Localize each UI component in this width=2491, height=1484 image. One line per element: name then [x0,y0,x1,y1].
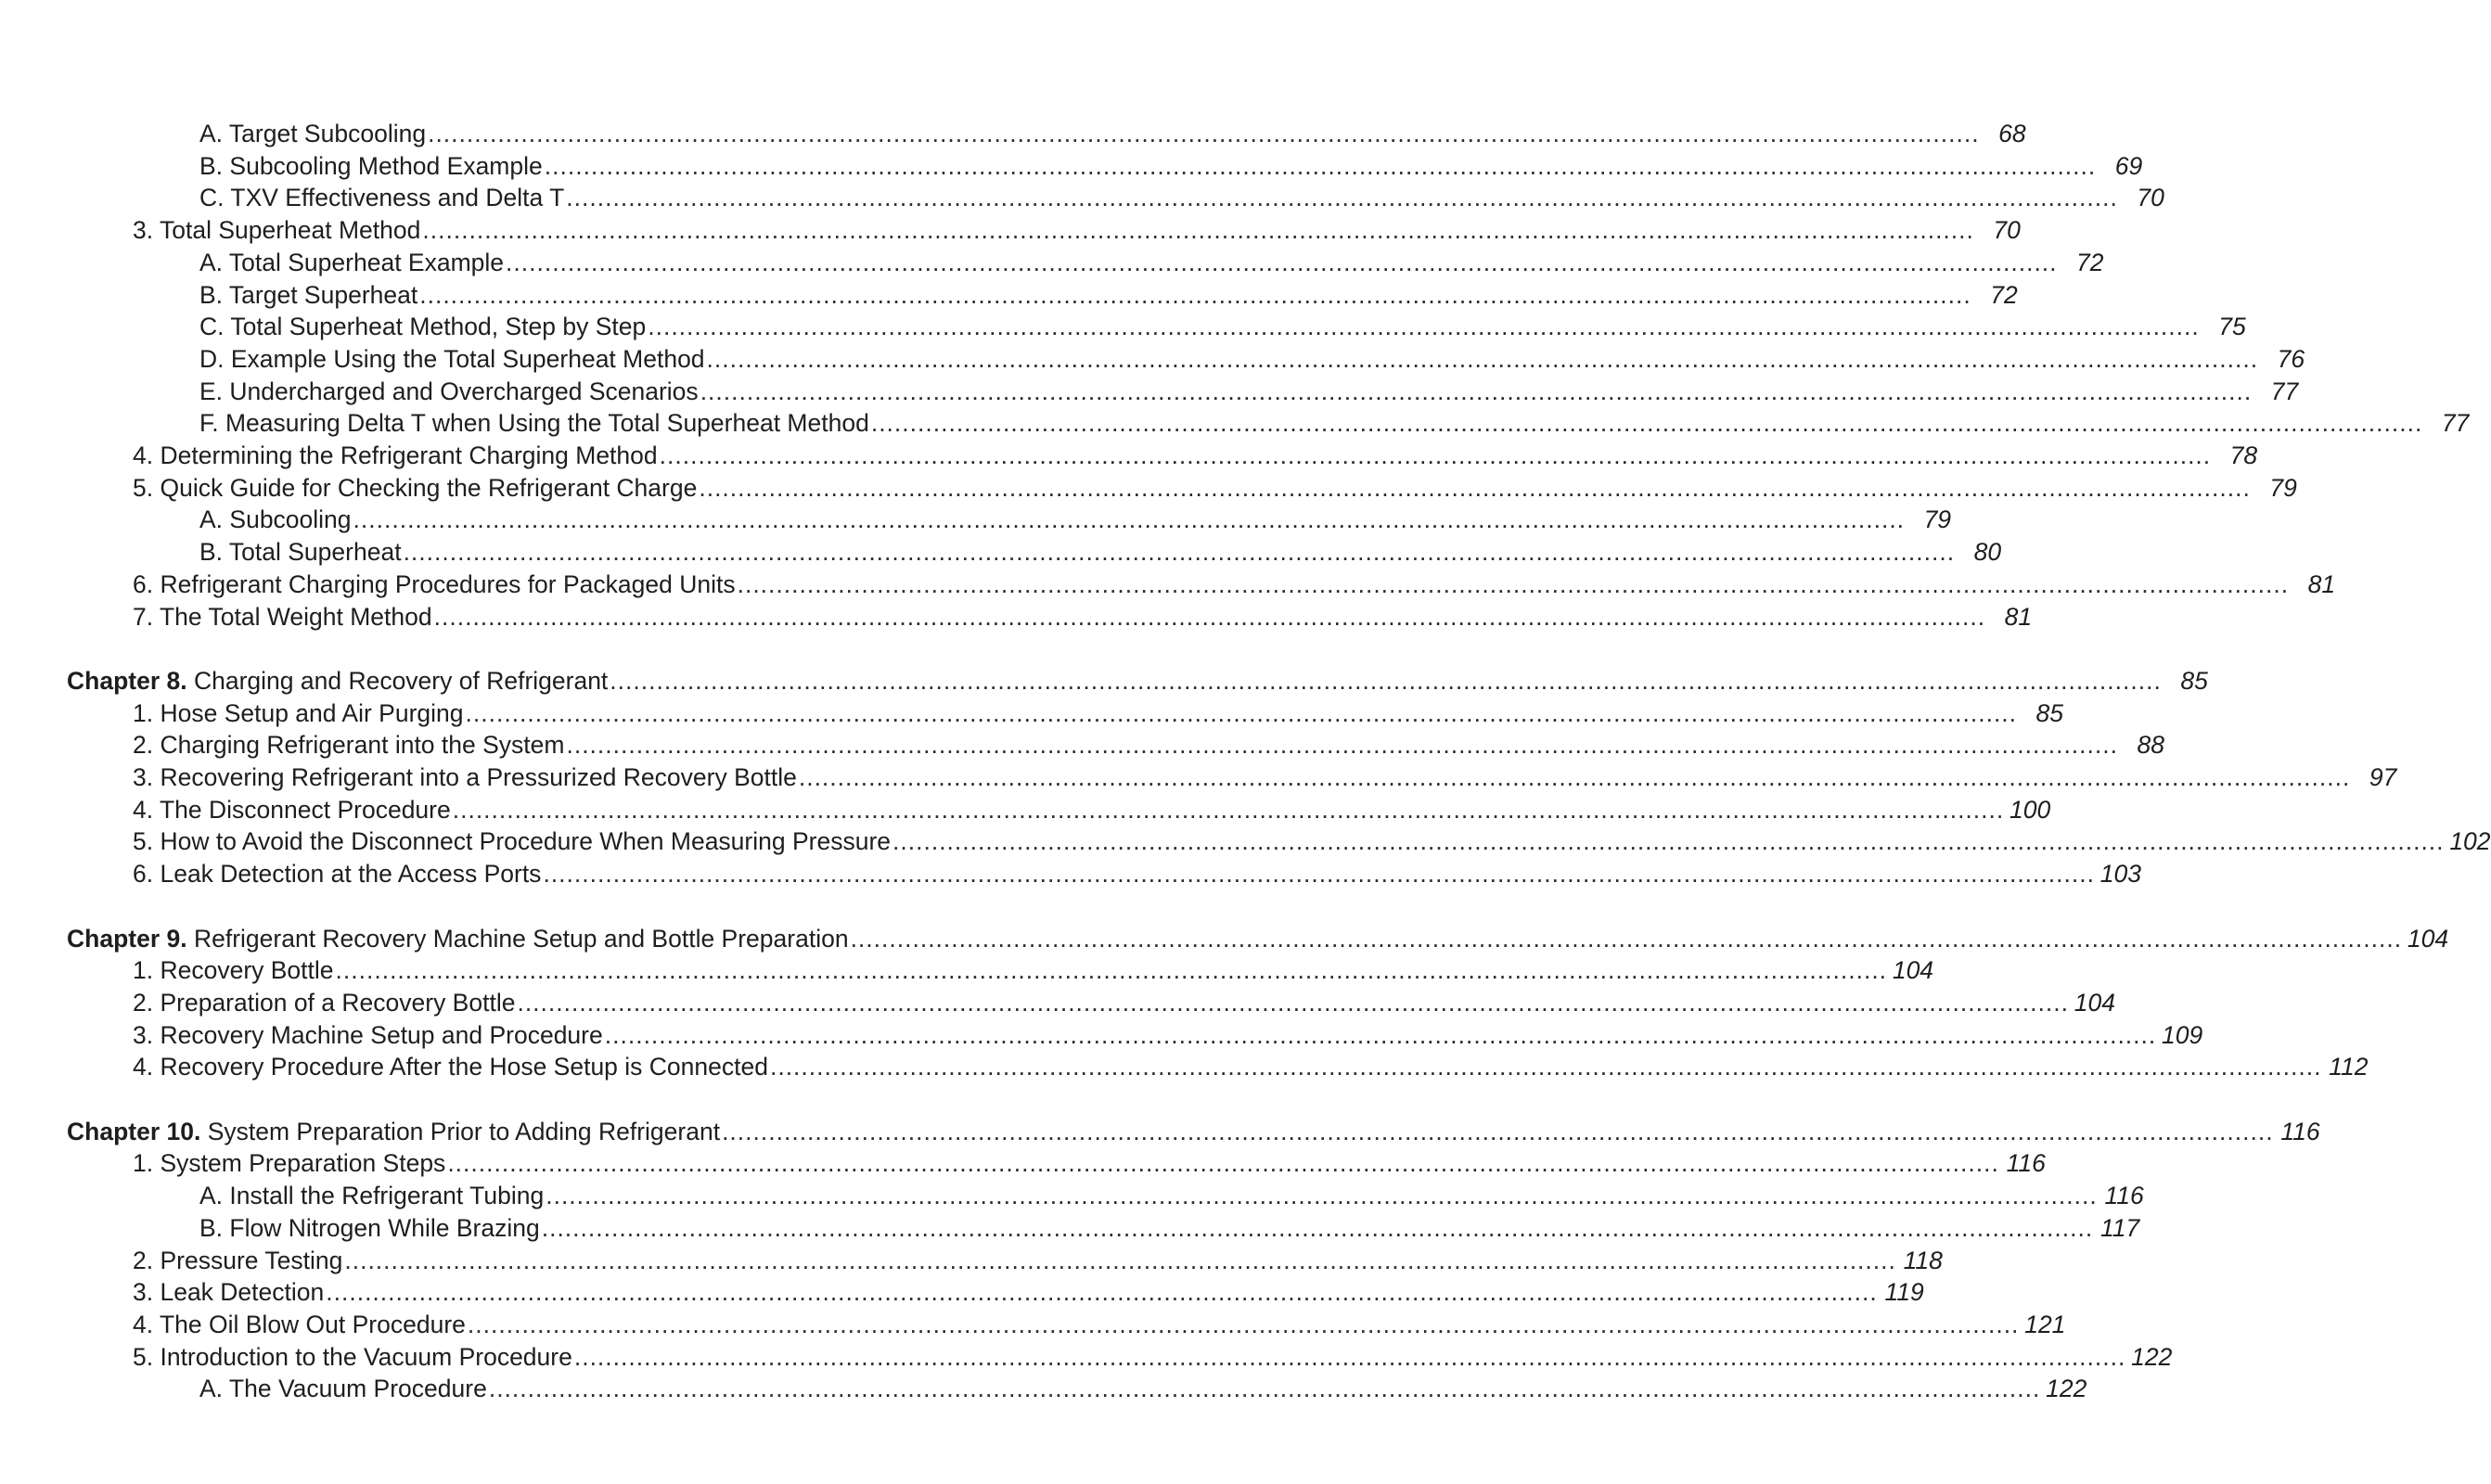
toc-entry[interactable] [199,279,2018,311]
toc-entry-label [133,1276,324,1308]
toc-entry-title: 4. Recovery Procedure After the Hose Setup is Connected [133,1053,768,1081]
toc-entry[interactable] [199,1373,2087,1404]
toc-page-number: 104 [2407,924,2449,953]
toc-entry-label [133,858,541,889]
toc-entry-title: B. Flow Nitrogen While Brazing [199,1213,540,1242]
dot-leader: ........................................................................................................................................................................................................ [850,924,2403,953]
toc-entry-label [67,665,608,697]
toc-entry[interactable] [199,247,2104,278]
dot-leader: ........................................................................................................................................................................................................ [353,505,1906,534]
toc-entry-title: B. Subcooling Method Example [199,151,543,180]
toc-entry-label [199,279,417,311]
dot-leader: ........................................................................................................................................................................................................ [722,1117,2274,1145]
toc-entry-label [133,1309,466,1340]
toc-entry[interactable] [133,1341,2173,1373]
toc-page-number: 109 [2162,1020,2203,1049]
toc-page-number: 78 [2229,441,2258,469]
toc-entry-title: 3. Recovery Machine Setup and Procedure [133,1020,603,1049]
toc-entry-title: 1. Hose Setup and Air Purging [133,698,464,727]
dot-leader: ........................................................................................................................................................................................................ [870,409,2423,438]
toc-entry[interactable] [199,182,2164,213]
toc-page-number: 70 [2137,184,2164,212]
toc-entry-title: 2. Preparation of a Recovery Bottle [133,988,516,1017]
toc-entry[interactable] [199,311,2246,342]
toc-page-number: 117 [2099,1213,2140,1242]
toc-entry[interactable] [133,729,2164,761]
toc-page-number: 122 [2046,1375,2087,1403]
toc-entry-label [133,1147,445,1179]
toc-page-number: 122 [2131,1342,2173,1371]
toc-entry-title: 1. Recovery Bottle [133,956,334,985]
toc-page-number: 116 [2006,1149,2046,1178]
dot-leader: ........................................................................................................................................................................................................ [465,698,2018,727]
dot-leader: ........................................................................................................................................................................................................ [604,1020,2157,1049]
toc-entry-label [199,182,564,213]
toc-page-number: 70 [1993,216,2021,245]
toc-page-number: 104 [1892,956,1934,985]
toc-entry[interactable] [133,1245,1943,1276]
toc-page-number: 118 [1903,1246,1943,1274]
dot-leader: ........................................................................................................................................................................................................ [659,441,2212,469]
dot-leader: ........................................................................................................................................................................................................ [403,538,1956,567]
toc-entry-label [133,825,891,857]
toc-entry-title: A. Total Superheat Example [199,248,505,276]
toc-page-number: 121 [2024,1310,2066,1338]
toc-entry-label [199,150,543,182]
dot-leader: ........................................................................................................................................................................................................ [541,1213,2094,1242]
toc-entry-title: 6. Refrigerant Charging Procedures for Packaged Units [133,569,736,598]
toc-entry[interactable] [199,504,1952,535]
toc-page-number: 85 [2180,666,2208,695]
toc-entry[interactable] [199,118,2026,149]
toc-entry-label [133,1051,768,1082]
dot-leader: ........................................................................................................................................................................................................ [544,151,2097,180]
toc-entry[interactable] [133,794,2051,825]
toc-entry-title: A. Install the Refrigerant Tubing [199,1182,545,1210]
toc-entry[interactable] [133,858,2141,889]
dot-leader: ........................................................................................................................................................................................................ [506,248,2058,276]
dot-leader: ........................................................................................................................................................................................................ [335,956,1888,985]
dot-leader: ........................................................................................................................................................................................................ [610,666,2162,695]
toc-entry-title: C. TXV Effectiveness and Delta T [199,184,565,212]
dot-leader: ........................................................................................................................................................................................................ [706,344,2259,373]
toc-entry[interactable] [199,1180,2144,1211]
chapter-number: Chapter 8. [67,666,187,695]
dot-leader: ........................................................................................................................................................................................................ [798,763,2351,791]
toc-page-number: 72 [2076,248,2104,276]
toc-entry[interactable] [133,1147,2046,1179]
toc-entry-title: 1. System Preparation Steps [133,1149,446,1178]
toc-chapter-entry[interactable] [67,1116,2320,1147]
toc-entry-label [199,1180,544,1211]
toc-page-number: 112 [2329,1053,2369,1081]
toc-entry-label [199,504,352,535]
toc-entry-title: 5. Quick Guide for Checking the Refrigerant Charge [133,473,698,502]
dot-leader: ........................................................................................................................................................................................................ [892,827,2445,856]
toc-entry-title: A. The Vacuum Procedure [199,1375,487,1403]
dot-leader: ........................................................................................................................................................................................................ [344,1246,1896,1274]
toc-page-number: 75 [2218,313,2246,341]
dot-leader: ........................................................................................................................................................................................................ [517,988,2069,1017]
toc-entry-label [199,343,705,375]
toc-entry-label [199,311,646,342]
toc-entry-label [133,440,658,471]
toc-page-number: 103 [2099,860,2141,889]
dot-leader: ........................................................................................................................................................................................................ [566,184,2118,212]
toc-page-number: 119 [1884,1278,1924,1307]
toc-entry-label [133,697,464,729]
toc-entry-label [133,472,697,504]
toc-entry[interactable] [133,601,2033,633]
toc-page-number: 72 [1990,280,2018,309]
dot-leader: ........................................................................................................................................................................................................ [433,602,1986,631]
toc-entry-label [133,214,420,246]
toc-entry-title: A. Target Subcooling [199,120,427,147]
toc-entry-title: 4. The Disconnect Procedure [133,795,451,824]
toc-entry-label [199,376,699,407]
toc-entry-label [199,1373,487,1404]
toc-page-number: 116 [2104,1182,2144,1210]
toc-entry[interactable] [199,150,2143,182]
toc-entry-title: 4. The Oil Blow Out Procedure [133,1310,466,1338]
toc-entry-title: B. Target Superheat [199,280,418,309]
toc-page-number: 97 [2369,763,2397,791]
dot-leader: ........................................................................................................................................................................................................ [488,1375,2041,1403]
toc-entry-label [133,569,736,600]
toc-entry-label [133,729,564,761]
toc-entry-label [133,601,432,633]
toc-entry[interactable] [199,343,2305,375]
dot-leader: ........................................................................................................................................................................................................ [566,731,2118,760]
dot-leader: ........................................................................................................................................................................................................ [699,473,2251,502]
toc-entry-label [133,987,515,1018]
dot-leader: ........................................................................................................................................................................................................ [452,795,2005,824]
toc-entry-title: B. Total Superheat [199,538,402,567]
toc-entry-title: 2. Pressure Testing [133,1246,343,1274]
toc-page-number: 104 [2074,988,2115,1017]
toc-page-number: 79 [2269,473,2297,502]
dot-leader: ........................................................................................................................................................................................................ [428,120,1980,147]
dot-leader: ........................................................................................................................................................................................................ [422,216,1974,245]
toc-entry[interactable] [133,1019,2203,1051]
toc-entry-title: Refrigerant Recovery Machine Setup and Bottle Preparation [193,924,849,953]
dot-leader: ........................................................................................................................................................................................................ [467,1310,2020,1338]
toc-entry-label [133,1245,342,1276]
dot-leader: ........................................................................................................................................................................................................ [769,1053,2322,1081]
toc-entry-title: F. Measuring Delta T when Using the Total Superheat Method [199,409,869,438]
toc-page-number: 85 [2035,698,2064,727]
toc-entry-label [199,407,869,439]
toc-entry[interactable] [133,1276,1924,1308]
toc-entry[interactable] [133,1051,2369,1082]
chapter-number: Chapter 10. [67,1117,201,1145]
toc-entry[interactable] [199,376,2299,407]
toc-entry[interactable] [133,825,2491,857]
toc-entry-label [133,954,334,986]
toc-page-number: 88 [2137,731,2164,760]
toc-page-number: 68 [1998,120,2026,147]
toc-entry[interactable] [133,697,2064,729]
toc-entry-title: 4. Determining the Refrigerant Charging Method [133,441,658,469]
dot-leader: ........................................................................................................................................................................................................ [737,569,2290,598]
dot-leader: ........................................................................................................................................................................................................ [419,280,1971,309]
toc-entry-title: 5. How to Avoid the Disconnect Procedure When Measuring Pressure [133,827,892,856]
toc-entry-label [199,536,402,568]
toc-entry[interactable] [133,472,2297,504]
dot-leader: ........................................................................................................................................................................................................ [543,860,2095,889]
dot-leader: ........................................................................................................................................................................................................ [447,1149,1999,1178]
toc-page-number: 77 [2270,377,2299,405]
dot-leader: ........................................................................................................................................................................................................ [573,1342,2126,1371]
toc-entry-title: A. Subcooling [199,505,352,534]
toc-page-number: 77 [2441,409,2470,438]
toc-entry-title: Charging and Recovery of Refrigerant [193,666,609,695]
toc-entry[interactable] [199,536,2002,568]
toc-page-number: 80 [1973,538,2002,567]
toc-entry-title: 3. Recovering Refrigerant into a Pressurized Recovery Bottle [133,763,797,791]
toc-entry-title: 6. Leak Detection at the Access Ports [133,860,542,889]
toc-entry[interactable] [199,407,2470,439]
toc-entry[interactable] [133,1309,2066,1340]
toc-entry-title: 5. Introduction to the Vacuum Procedure [133,1342,572,1371]
toc-entry-title: 3. Leak Detection [133,1278,325,1307]
toc-entry[interactable] [133,440,2258,471]
toc-entry-title: C. Total Superheat Method, Step by Step [199,313,647,341]
toc-page-number: 81 [2004,602,2033,631]
dot-leader: ........................................................................................................................................................................................................ [700,377,2253,405]
toc-entry[interactable] [133,761,2397,793]
toc-page-number: 81 [2307,569,2336,598]
toc-entry-label [67,1116,720,1147]
toc-entry-label [133,761,797,793]
toc-page-number: 116 [2280,1117,2320,1145]
toc-entry-label [199,1212,540,1244]
chapter-number: Chapter 9. [67,924,187,953]
dot-leader: ........................................................................................................................................................................................................ [546,1182,2098,1210]
toc-entry-label [133,1019,603,1051]
toc-entry[interactable] [133,987,2115,1018]
toc-entry-label [199,247,504,278]
toc-entry-title: 3. Total Superheat Method [133,216,421,245]
toc-chapter-entry[interactable] [67,923,2449,954]
toc-entry-title: 7. The Total Weight Method [133,602,432,631]
toc-entry-title: 2. Charging Refrigerant into the System [133,731,565,760]
toc-entry-title: System Preparation Prior to Adding Refrigerant [207,1117,721,1145]
toc-page-number: 69 [2114,151,2143,180]
toc-entry[interactable] [199,1212,2140,1244]
toc-entry-label [67,923,849,954]
toc-entry[interactable] [133,569,2336,600]
toc-entry[interactable] [133,954,1934,986]
toc-entry[interactable] [133,214,2021,246]
toc-page-number: 100 [2009,795,2051,824]
toc-page-number: 102 [2449,827,2491,856]
dot-leader: ........................................................................................................................................................................................................ [326,1278,1878,1307]
toc-entry-title: E. Undercharged and Overcharged Scenarios [199,377,699,405]
toc-page-number: 76 [2277,344,2305,373]
toc-page-number: 79 [1923,505,1952,534]
dot-leader: ........................................................................................................................................................................................................ [648,313,2200,341]
toc-entry-label [133,794,451,825]
toc-chapter-entry[interactable] [67,665,2208,697]
toc-entry-label [199,118,426,149]
toc-entry-title: D. Example Using the Total Superheat Method [199,344,705,373]
toc-entry-label [133,1341,572,1373]
